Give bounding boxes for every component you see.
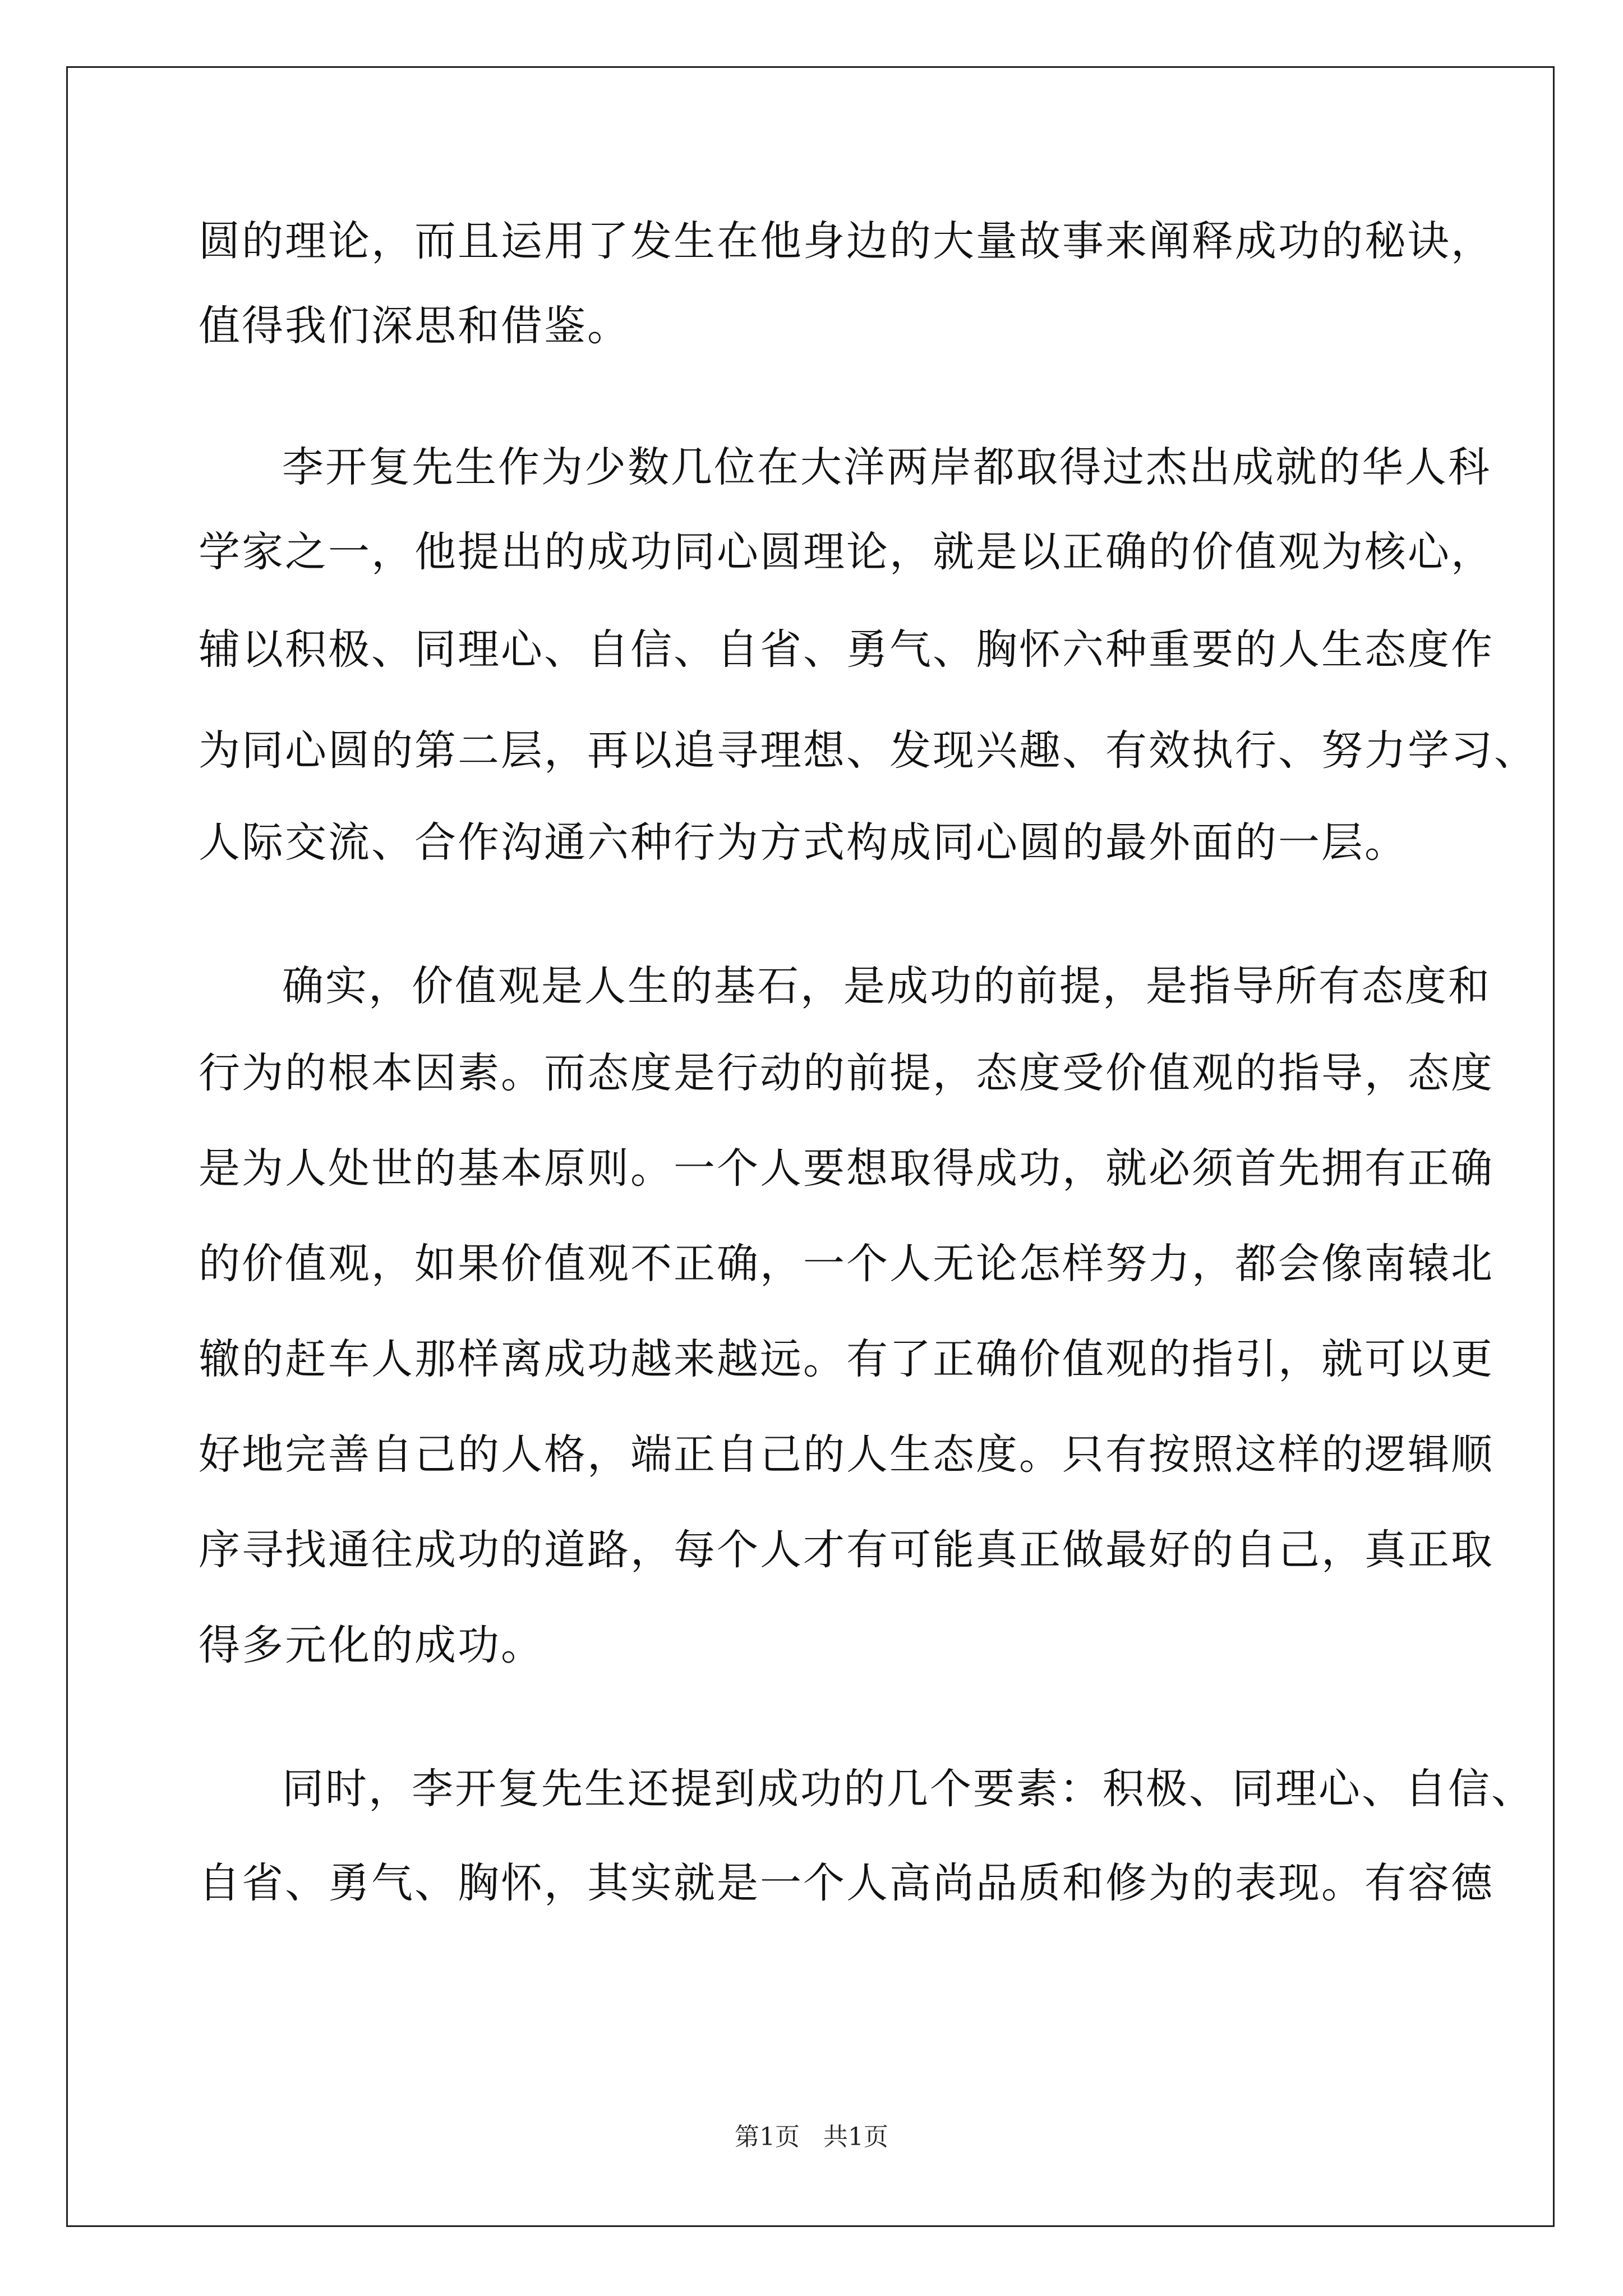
text-line-17: 自省、勇气、胸怀，其实就是一个人高尚品质和修为的表现。有容德	[199, 1859, 1494, 1907]
text-line-5: 辅以积极、同理心、自信、自省、勇气、胸怀六种重要的人生态度作	[199, 625, 1494, 674]
text-line-15: 得多元化的成功。	[199, 1621, 544, 1669]
paragraph-3-line-1: 确实，价值观是人生的基石，是成功的前提，是指导所有态度和	[282, 962, 1491, 1010]
text-line-7: 人际交流、合作沟通六种行为方式构成同心圆的最外面的一层。	[199, 818, 1408, 867]
text-line-9: 行为的根本因素。而态度是行动的前提，态度受价值观的指导，态度	[199, 1049, 1494, 1097]
text-line-12: 辙的赶车人那样离成功越来越远。有了正确价值观的指引，就可以更	[199, 1335, 1494, 1383]
text-line-1: 圆的理论，而且运用了发生在他身边的大量故事来阐释成功的秘诀，	[199, 217, 1494, 265]
page-number-total: 共1页	[823, 2123, 888, 2151]
paragraph-4-line-1: 同时，李开复先生还提到成功的几个要素：积极、同理心、自信、	[282, 1765, 1534, 1813]
text-line-14: 序寻找通往成功的道路，每个人才有可能真正做最好的自己，真正取	[199, 1526, 1494, 1574]
page-footer	[0, 2120, 1623, 2154]
paragraph-2-line-1: 李开复先生作为少数几位在大洋两岸都取得过杰出成就的华人科	[282, 443, 1491, 491]
page-number-current: 第1页	[735, 2123, 800, 2151]
text-line-13: 好地完善自己的人格，端正自己的人生态度。只有按照这样的逻辑顺	[199, 1430, 1494, 1479]
text-line-10: 是为人处世的基本原则。一个人要想取得成功，就必须首先拥有正确	[199, 1144, 1494, 1193]
text-line-11: 的价值观，如果价值观不正确，一个人无论怎样努力，都会像南辕北	[199, 1240, 1494, 1288]
text-line-4: 学家之一，他提出的成功同心圆理论，就是以正确的价值观为核心，	[199, 528, 1494, 576]
text-line-2: 值得我们深思和借鉴。	[199, 302, 630, 350]
text-line-6: 为同心圆的第二层，再以追寻理想、发现兴趣、有效执行、努力学习、	[199, 726, 1537, 775]
